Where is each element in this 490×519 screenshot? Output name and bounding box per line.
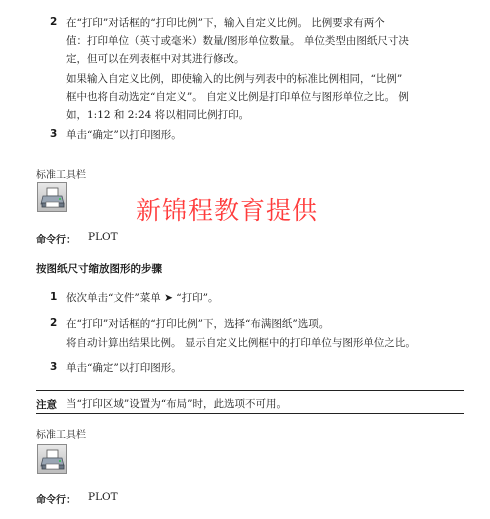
command-value: PLOT: [88, 231, 118, 243]
note-label: 注意: [36, 399, 57, 411]
command-label: 命令行：: [36, 495, 76, 506]
printer-icon: [40, 447, 66, 473]
command-value: PLOT: [88, 491, 118, 503]
step-text-line: 如，1:12 和 2:24 将以相同比例打印。: [66, 109, 250, 121]
print-button[interactable]: [37, 444, 67, 474]
divider: [36, 390, 464, 391]
step-number: 2: [50, 317, 58, 329]
step-text-line: 在“打印”对话框的“打印比例”下，输入自定义比例。 比例要求有两个: [66, 17, 385, 29]
step-text-line: 将自动计算出结果比例。 显示自定义比例框中的打印单位与图形单位之比。: [66, 337, 416, 349]
step-text-line: 单击“确定”以打印图形。: [66, 129, 182, 141]
step-text-line: 在“打印”对话框的“打印比例”下，选择“布满图纸”选项。: [66, 318, 330, 330]
print-button[interactable]: [37, 182, 67, 212]
toolbar-label: 标准工具栏: [36, 170, 86, 181]
step-number: 3: [50, 128, 58, 140]
step-number: 2: [50, 16, 58, 28]
printer-icon: [40, 185, 66, 211]
section-heading: 按图纸尺寸缩放图形的步骤: [36, 263, 162, 275]
step-number: 1: [50, 291, 58, 303]
step-text-line: 值：打印单位（英寸或毫米）数量/图形单位数量。 单位类型由图纸尺寸决: [66, 35, 409, 47]
step-text-line: 框中也将自动选定“自定义”。 自定义比例是打印单位与图形单位之比。 例: [66, 91, 409, 103]
step-text-line: 定，但可以在列表框中对其进行修改。: [66, 53, 245, 65]
divider: [36, 413, 464, 414]
step-number: 3: [50, 361, 58, 373]
command-label: 命令行：: [36, 235, 76, 246]
watermark-text: 新锦程教育提供: [136, 196, 319, 225]
step-text-line: 如果输入自定义比例，即使输入的比例与列表中的标准比例相同，“比例”: [66, 73, 403, 85]
step-text-line: 单击“确定”以打印图形。: [66, 362, 182, 374]
step-text-line: 依次单击“文件”菜单 ➤ “打印”。: [66, 292, 219, 304]
note-text: 当“打印区域”设置为“布局”时，此选项不可用。: [66, 398, 287, 410]
toolbar-label: 标准工具栏: [36, 430, 86, 441]
